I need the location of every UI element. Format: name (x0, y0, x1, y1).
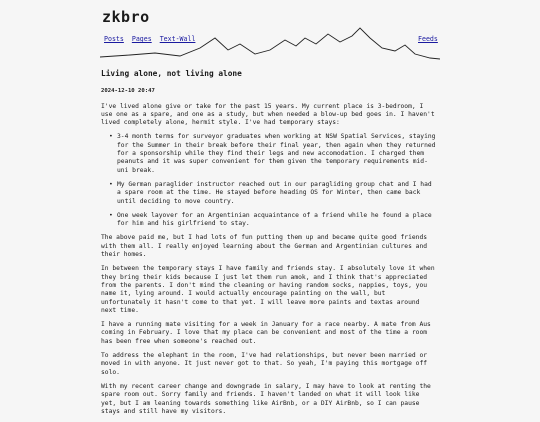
post-title: Living alone, not living alone (101, 69, 242, 78)
post-paragraph: I've lived alone give or take for the past 15 years. My current place is 3-bedroom, I use one as a spare, and one as a study, but when needed a blow-up bed goes in. I haven't lived completely alone, hermit style. I've had temporary stays: (101, 102, 435, 127)
post-paragraph: To address the elephant in the room, I've had relationships, but never been married or moved in with anyone. It just never got to that. So yeah, I'm paying this mortgage off solo. (101, 352, 428, 376)
post-paragraph: The above paid me, but I had lots of fun putting them up and became quite good friends with them all. I really enjoyed learning about the German and Argentinian cultures and their homes. (101, 234, 428, 259)
list-item (109, 180, 437, 206)
nav-link-feeds[interactable]: Feeds (418, 35, 438, 43)
post-date: 2024-12-10 20:47 (101, 88, 155, 95)
post-paragraph: I have a running mate visiting for a week in January for a race nearby. A mate from Aus coming in February. I love that my place can be convenient and most of the time a room has been free when someone's reached out. (101, 321, 431, 345)
list-item-text: My German paraglider instructor reached out in our paragliding group chat and I had a spare room at the time. He stayed before heading OS for Winter, then came back until deciding to move country. (117, 180, 432, 205)
temporary-stays-list (101, 133, 437, 228)
list-item (109, 211, 437, 229)
feeds-nav (418, 35, 438, 43)
nav-link-posts[interactable]: Posts (104, 35, 124, 43)
site-title[interactable]: zkbro (102, 8, 150, 26)
mountain-ridge-decoration (100, 26, 440, 60)
main-nav (104, 35, 199, 43)
bullet-icon: • (109, 133, 113, 141)
nav-link-pages[interactable]: Pages (131, 35, 152, 43)
post-paragraph: In between the temporary stays I have family and friends stay. I absolutely love it when they bring their kids because I just let them run amok, and I think that's appreciated from the parents. I don't mind the cleaning or having random socks, nappies, toys, you name it, lying around. I would actually encourage painting on the wall, but unfortunately it hasn't come to that yet. I will leave more paints and textas around next time. (101, 265, 435, 314)
post-paragraph: With my recent career change and downgrade in salary, I may have to look at renting the spare room out. Sorry family and friends. I haven't landed on what it will look like yet, but I am leaning towards something like AirBnb, or a DIY AirBnb, so I can pause stays and still have my visitors. (101, 382, 431, 415)
nav-link-textwall[interactable]: Text-Wall (159, 35, 196, 43)
list-item (109, 133, 437, 174)
bullet-icon: • (109, 180, 113, 188)
post-content (101, 70, 437, 422)
bullet-icon: • (109, 211, 113, 219)
list-item-text: One week layover for an Argentinian acquaintance of a friend while he found a place for him and his girlfriend to stay. (117, 211, 432, 228)
list-item-text: 3-4 month terms for surveyor graduates when working at NSW Spatial Services, staying for the Summer in their break before their final year, then again when they returned for a sponsorship while they find their legs and new accomodation. I charged them peanuts and it was super convenient for them given the temporary requirements mid-uni break. (117, 133, 436, 174)
mountain-ridge-line (100, 28, 440, 59)
